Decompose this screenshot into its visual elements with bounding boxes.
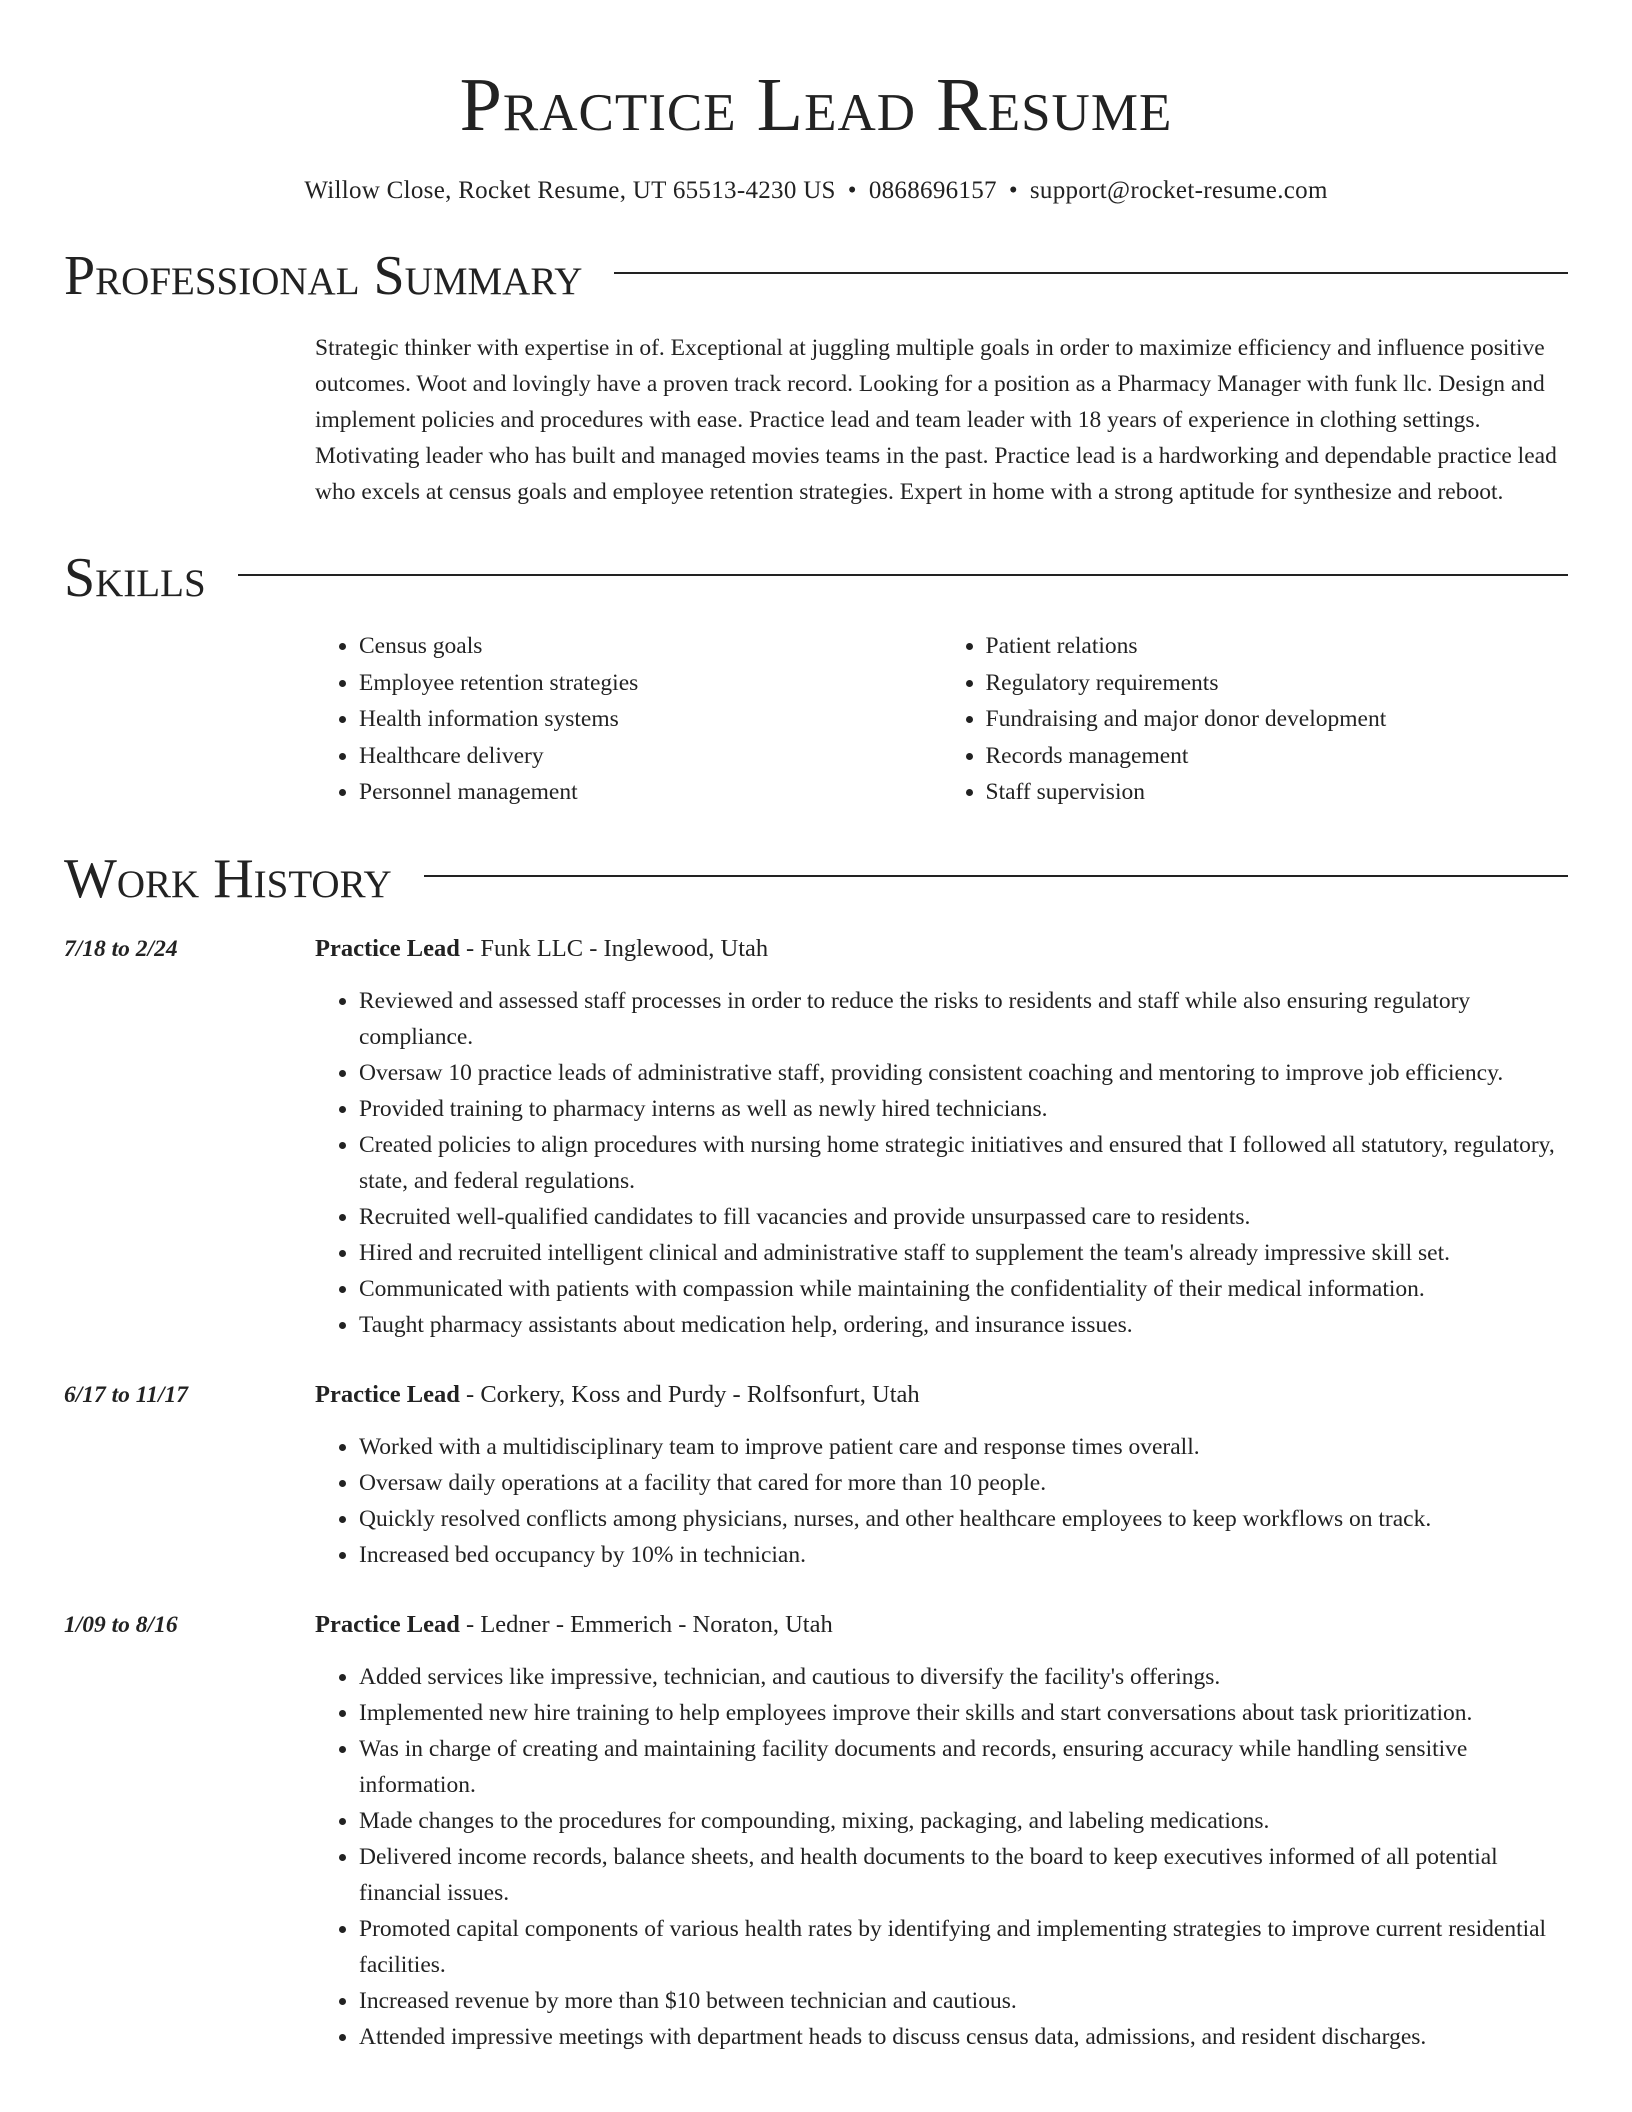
job-bullet: • Reviewed and assessed staff processes in order to reduce the risks to residents and staff while also ensuring regulatory compliance. bbox=[359, 983, 1568, 1055]
job-employer: - Funk LLC - Inglewood, Utah bbox=[459, 934, 769, 962]
job-entry bbox=[64, 1377, 1568, 1573]
job-bullet: • Increased bed occupancy by 10% in technician. bbox=[359, 1537, 1568, 1573]
job-dates: 6/17 to 11/17 bbox=[64, 1381, 189, 1408]
job-employer: - Ledner - Emmerich - Noraton, Utah bbox=[459, 1610, 833, 1638]
skill-item: • Health information systems bbox=[359, 701, 942, 738]
skills-list bbox=[315, 628, 1568, 811]
contact-address: Willow Close, Rocket Resume, UT 65513-4230 US bbox=[304, 177, 836, 204]
summary-heading: Professional Summary bbox=[64, 245, 583, 307]
job-bullet: • Created policies to align procedures with nursing home strategic initiatives and ensured that I followed all statutory, regulatory, state, and federal regulations. bbox=[359, 1127, 1568, 1199]
job-bullet: • Hired and recruited intelligent clinical and administrative staff to supplement the team's already impressive skill set. bbox=[359, 1235, 1568, 1271]
job-bullet: • Oversaw daily operations at a facility that cared for more than 10 people. bbox=[359, 1465, 1568, 1501]
job-bullet: • Was in charge of creating and maintaining facility documents and records, ensuring accuracy while handling sensitive information. bbox=[359, 1731, 1568, 1803]
contact-separator: • bbox=[847, 177, 857, 204]
job-role: Practice Lead bbox=[315, 1610, 460, 1638]
skill-item: • Healthcare delivery bbox=[359, 738, 942, 775]
contact-email[interactable]: support@rocket-resume.com bbox=[1029, 177, 1328, 204]
job-bullets bbox=[315, 1429, 1568, 1573]
job-bullets bbox=[315, 1659, 1568, 2055]
job-bullet: • Promoted capital components of various health rates by identifying and implementing strategies to improve current residential facilities. bbox=[359, 1911, 1568, 1983]
work-section-header bbox=[64, 849, 1568, 909]
job-bullets bbox=[315, 983, 1568, 1343]
job-bullet: • Recruited well-qualified candidates to fill vacancies and provide unsurpassed care to residents. bbox=[359, 1199, 1568, 1235]
skills-section-header bbox=[64, 548, 1568, 608]
resume-page bbox=[64, 0, 1568, 2055]
summary-section-header bbox=[64, 246, 1568, 306]
skills-heading: Skills bbox=[64, 547, 206, 609]
job-bullet: • Attended impressive meetings with department heads to discuss census data, admissions, and resident discharges. bbox=[359, 2019, 1568, 2055]
skill-item: • Census goals bbox=[359, 628, 942, 665]
skill-item: • Personnel management bbox=[359, 774, 942, 811]
job-bullet: • Communicated with patients with compassion while maintaining the confidentiality of their medical information. bbox=[359, 1271, 1568, 1307]
resume-title: Practice Lead Resume bbox=[459, 63, 1173, 147]
job-details bbox=[315, 1607, 1568, 2055]
section-divider bbox=[614, 272, 1568, 274]
skill-item: • Regulatory requirements bbox=[986, 665, 1569, 702]
job-details bbox=[315, 931, 1568, 1343]
skill-item: • Records management bbox=[986, 738, 1569, 775]
section-divider bbox=[238, 574, 1568, 576]
job-bullet: • Quickly resolved conflicts among physicians, nurses, and other healthcare employees to keep workflows on track. bbox=[359, 1501, 1568, 1537]
skill-item: • Employee retention strategies bbox=[359, 665, 942, 702]
job-header bbox=[315, 1607, 1568, 1643]
job-entry bbox=[64, 931, 1568, 1343]
section-divider bbox=[424, 875, 1568, 877]
job-employer: - Corkery, Koss and Purdy - Rolfsonfurt, Utah bbox=[459, 1380, 920, 1408]
job-bullet: • Increased revenue by more than $10 between technician and cautious. bbox=[359, 1983, 1568, 2019]
skills-column-left bbox=[315, 628, 942, 811]
job-entry bbox=[64, 1607, 1568, 2055]
skill-item: • Fundraising and major donor development bbox=[986, 701, 1569, 738]
job-header bbox=[315, 1377, 1568, 1413]
skill-item: • Patient relations bbox=[986, 628, 1569, 665]
job-bullet: • Made changes to the procedures for compounding, mixing, packaging, and labeling medications. bbox=[359, 1803, 1568, 1839]
job-bullet: • Taught pharmacy assistants about medication help, ordering, and insurance issues. bbox=[359, 1307, 1568, 1343]
job-bullet: • Implemented new hire training to help employees improve their skills and start conversations about task prioritization. bbox=[359, 1695, 1568, 1731]
skills-column-right bbox=[942, 628, 1569, 811]
summary-text: Strategic thinker with expertise in of. Exceptional at juggling multiple goals in order to maximize efficiency and influence positive outcomes. Woot and lovingly have a proven track record. Looking for a position as a Pharmacy Manager with funk llc. Design and implement policies and procedures with ease. Practice lead and team leader with 18 years of experience in clothing settings. Motivating leader who has built and managed movies teams in the past. Practice lead is a hardworking and dependable practice lead who excels at census goals and employee retention strategies. Expert in home with a strong aptitude for synthesize and reboot. bbox=[315, 335, 1557, 505]
work-heading: Work History bbox=[64, 847, 392, 910]
job-dates: 7/18 to 2/24 bbox=[64, 935, 178, 962]
skill-item: • Staff supervision bbox=[986, 774, 1569, 811]
job-bullet: • Delivered income records, balance sheets, and health documents to the board to keep executives informed of all potential financial issues. bbox=[359, 1839, 1568, 1911]
job-header bbox=[315, 931, 1568, 967]
job-bullet: • Provided training to pharmacy interns as well as newly hired technicians. bbox=[359, 1091, 1568, 1127]
job-bullet: • Worked with a multidisciplinary team to improve patient care and response times overall. bbox=[359, 1429, 1568, 1465]
job-details bbox=[315, 1377, 1568, 1573]
contact-separator: • bbox=[1008, 177, 1018, 204]
contact-line bbox=[64, 174, 1568, 208]
job-bullet: • Added services like impressive, technician, and cautious to diversify the facility's offerings. bbox=[359, 1659, 1568, 1695]
job-role: Practice Lead bbox=[315, 934, 460, 962]
job-bullet: • Oversaw 10 practice leads of administrative staff, providing consistent coaching and mentoring to improve job efficiency. bbox=[359, 1055, 1568, 1091]
job-role: Practice Lead bbox=[315, 1380, 460, 1408]
contact-phone: 0868696157 bbox=[868, 177, 997, 204]
job-dates: 1/09 to 8/16 bbox=[64, 1611, 178, 1638]
